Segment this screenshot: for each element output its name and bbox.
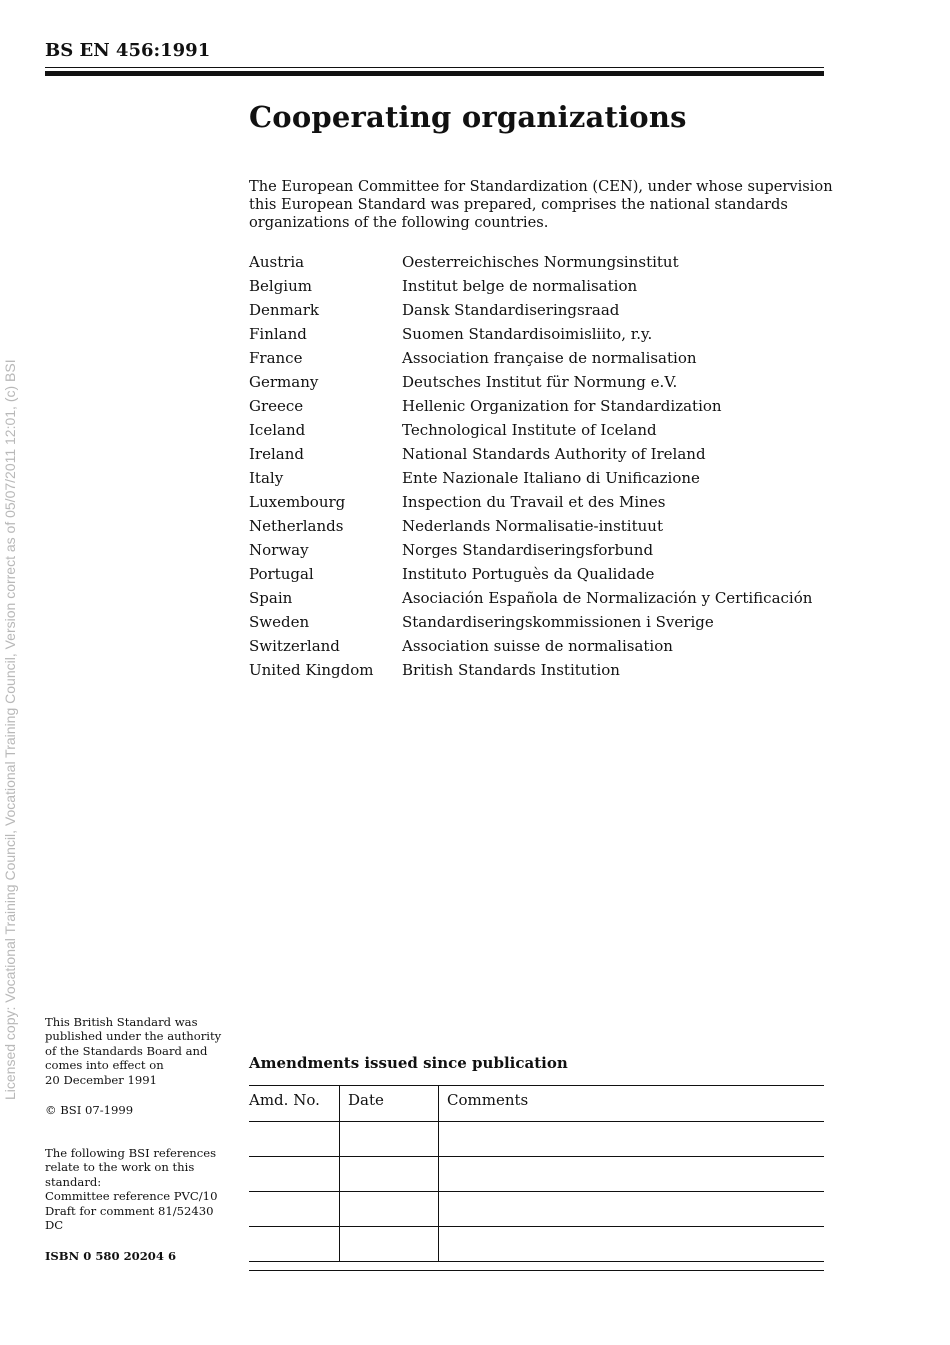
header-rule-thin xyxy=(45,67,824,68)
draft-reference: Draft for comment 81/52430 DC xyxy=(45,1203,214,1233)
organization-name: National Standards Authority of Ireland xyxy=(402,445,706,463)
country-row xyxy=(249,490,829,514)
country-row xyxy=(249,346,829,370)
amendment-cell xyxy=(340,1227,439,1262)
amendments-header-row xyxy=(249,1086,824,1122)
publication-line: of the Standards Board and xyxy=(45,1043,208,1058)
amendment-cell xyxy=(249,1192,340,1227)
organization-name: Instituto Portuguès da Qualidade xyxy=(402,565,655,583)
organization-name: Association suisse de normalisation xyxy=(402,637,673,655)
amendment-row xyxy=(249,1157,824,1192)
country-row xyxy=(249,274,829,298)
country-row xyxy=(249,370,829,394)
isbn: ISBN 0 580 20204 6 xyxy=(45,1249,177,1263)
reference-line: standard: xyxy=(45,1174,102,1189)
column-header-comments: Comments xyxy=(439,1086,825,1122)
country-name: Portugal xyxy=(249,565,314,583)
country-name: Greece xyxy=(249,397,304,415)
country-name: Netherlands xyxy=(249,517,344,535)
organization-name: Association française de normalisation xyxy=(402,349,697,367)
country-row xyxy=(249,538,829,562)
organization-name: Norges Standardiseringsforbund xyxy=(402,541,654,559)
organization-name: Deutsches Institut für Normung e.V. xyxy=(402,373,678,391)
country-row xyxy=(249,418,829,442)
amendment-cell xyxy=(439,1122,825,1157)
amendment-row xyxy=(249,1192,824,1227)
country-row xyxy=(249,442,829,466)
page-title: Cooperating organizations xyxy=(249,100,687,134)
organization-name: Oesterreichisches Normungsinstitut xyxy=(402,253,679,271)
country-name: France xyxy=(249,349,303,367)
bsi-references xyxy=(45,1146,235,1232)
country-name: Denmark xyxy=(249,301,319,319)
country-row xyxy=(249,610,829,634)
amendment-cell xyxy=(249,1122,340,1157)
organization-name: British Standards Institution xyxy=(402,661,620,679)
copyright-note: © BSI 07-1999 xyxy=(45,1103,134,1117)
amendment-cell xyxy=(340,1157,439,1192)
country-row xyxy=(249,634,829,658)
organization-name: Hellenic Organization for Standardization xyxy=(402,397,722,415)
country-row xyxy=(249,586,829,610)
country-row xyxy=(249,394,829,418)
organization-name: Standardiseringskommissionen i Sverige xyxy=(402,613,714,631)
organization-name: Nederlands Normalisatie-instituut xyxy=(402,517,663,535)
amendment-row xyxy=(249,1122,824,1157)
country-name: Luxembourg xyxy=(249,493,346,511)
organization-name: Technological Institute of Iceland xyxy=(402,421,657,439)
amendment-cell xyxy=(439,1227,825,1262)
country-row xyxy=(249,250,829,274)
country-name: Switzerland xyxy=(249,637,340,655)
publication-line: published under the authority xyxy=(45,1029,222,1044)
publication-line: comes into effect on xyxy=(45,1058,164,1073)
country-name: Italy xyxy=(249,469,284,487)
publication-date: 20 December 1991 xyxy=(45,1072,157,1087)
country-row xyxy=(249,658,829,682)
amendment-cell xyxy=(249,1157,340,1192)
watermark-text: Licensed copy: Vocational Training Council, Vocational Training Council, Version correct as of 05/07/2011 12:01, (c) BSI xyxy=(2,359,18,1100)
country-row xyxy=(249,322,829,346)
document-code: BS EN 456:1991 xyxy=(45,40,211,61)
country-name: United Kingdom xyxy=(249,661,374,679)
organization-name: Inspection du Travail et des Mines xyxy=(402,493,666,511)
column-header-date: Date xyxy=(340,1086,439,1122)
license-watermark xyxy=(0,0,20,1100)
organization-name: Ente Nazionale Italiano di Unificazione xyxy=(402,469,700,487)
publication-note xyxy=(45,1015,235,1087)
header-rule-thick xyxy=(45,71,824,76)
amendment-row xyxy=(249,1227,824,1262)
country-name: Norway xyxy=(249,541,309,559)
bottom-rule xyxy=(249,1270,824,1271)
reference-line: The following BSI references xyxy=(45,1146,217,1160)
committee-reference: Committee reference PVC/10 xyxy=(45,1189,218,1204)
amendment-cell xyxy=(249,1227,340,1262)
country-row xyxy=(249,562,829,586)
amendment-cell xyxy=(439,1157,825,1192)
reference-line: relate to the work on this xyxy=(45,1160,195,1175)
organization-name: Institut belge de normalisation xyxy=(402,277,638,295)
country-row xyxy=(249,514,829,538)
column-header-amd-no: Amd. No. xyxy=(249,1086,340,1122)
organization-name: Asociación Española de Normalización y Certificación xyxy=(402,589,813,607)
country-name: Ireland xyxy=(249,445,304,463)
amendment-cell xyxy=(439,1192,825,1227)
country-name: Spain xyxy=(249,589,293,607)
country-organization-list xyxy=(249,250,829,682)
country-name: Sweden xyxy=(249,613,310,631)
country-name: Germany xyxy=(249,373,319,391)
country-name: Finland xyxy=(249,325,307,343)
country-name: Austria xyxy=(249,253,305,271)
amendments-title: Amendments issued since publication xyxy=(249,1054,568,1072)
publication-line: This British Standard was xyxy=(45,1015,198,1029)
amendments-table xyxy=(249,1085,824,1262)
amendment-cell xyxy=(340,1192,439,1227)
country-row xyxy=(249,298,829,322)
organization-name: Dansk Standardiseringsraad xyxy=(402,301,620,319)
country-row xyxy=(249,466,829,490)
amendments-body xyxy=(249,1122,824,1262)
intro-paragraph: The European Committee for Standardization (CEN), under whose supervision this European Standard was prepared, comprises the national standards organizations of the following countries. xyxy=(249,178,833,231)
country-name: Iceland xyxy=(249,421,306,439)
country-name: Belgium xyxy=(249,277,312,295)
amendment-cell xyxy=(340,1122,439,1157)
organization-name: Suomen Standardisoimisliito, r.y. xyxy=(402,325,653,343)
